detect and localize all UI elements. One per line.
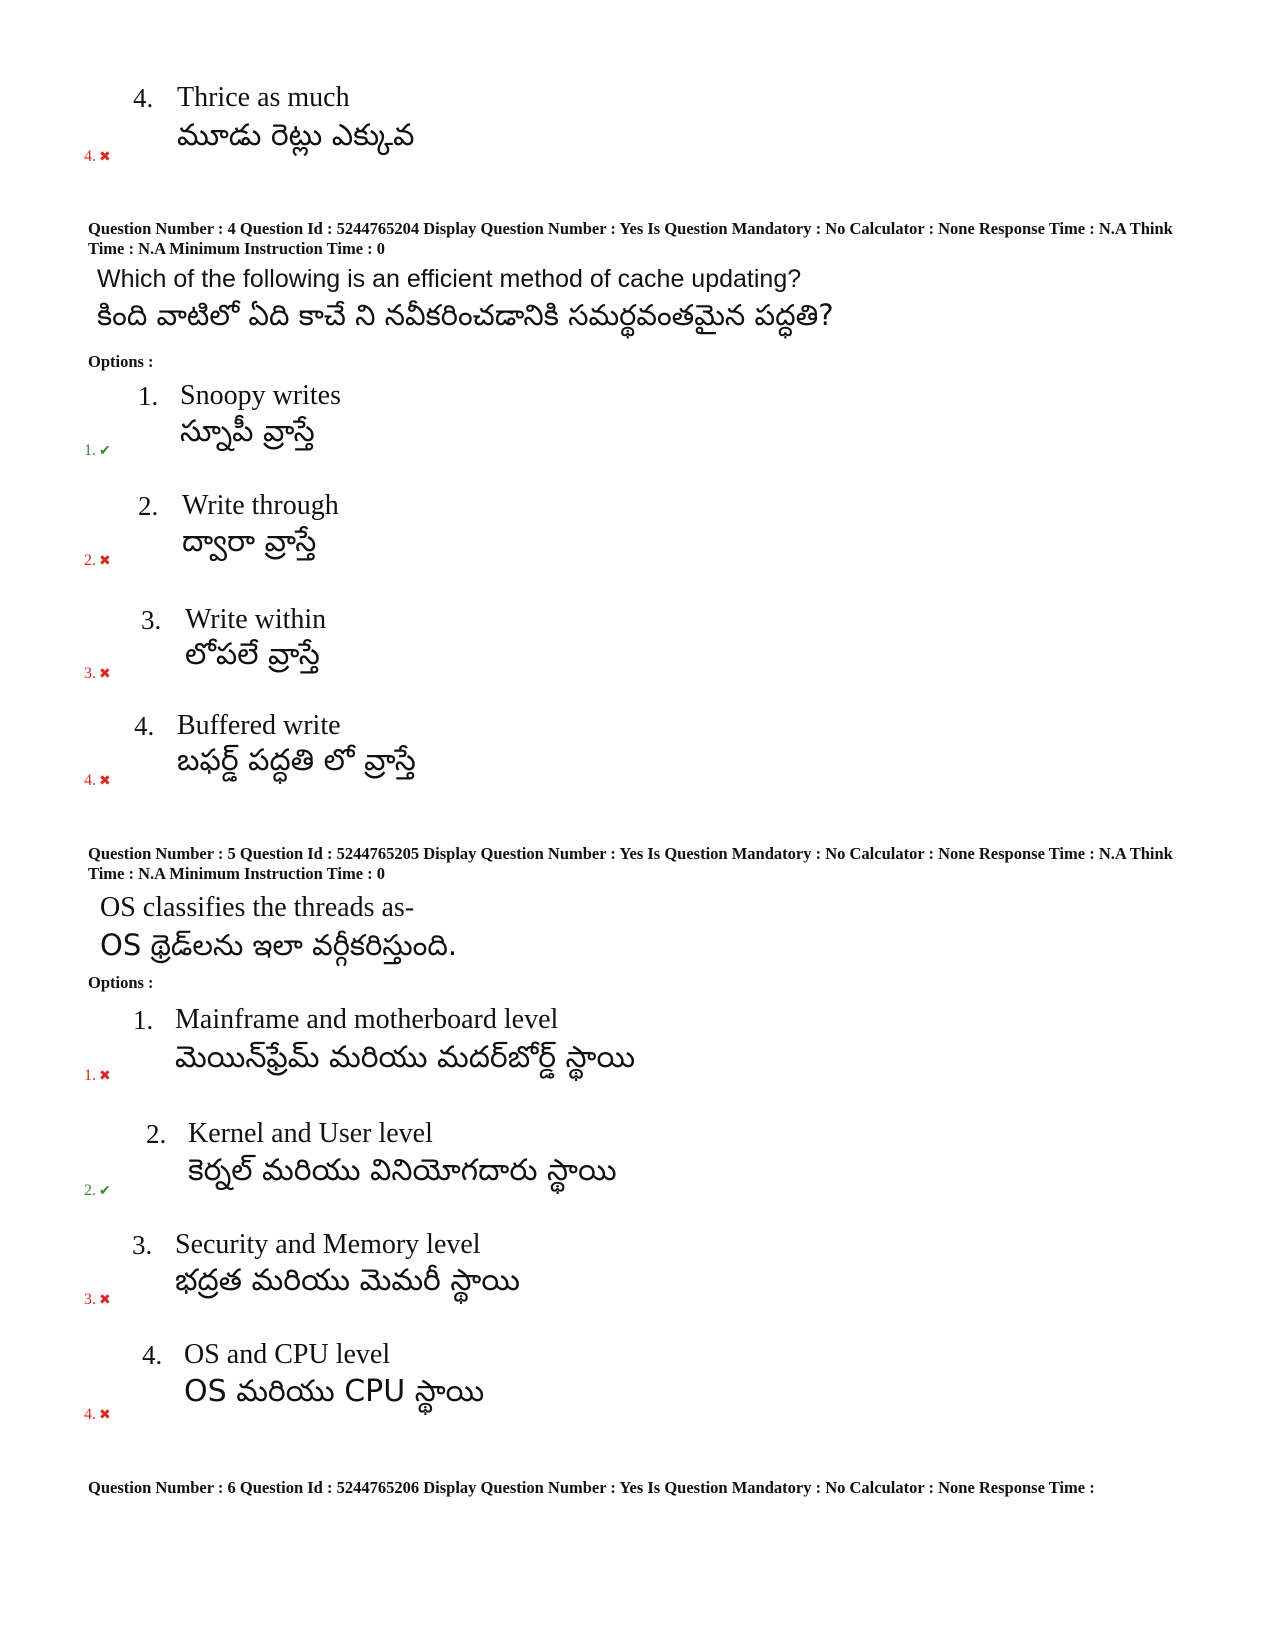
prev-option-4-text: Thrice as much [177, 82, 350, 113]
q4-option-2-number: 2. [138, 491, 159, 521]
q4-option-2-telugu: ద్వారా వ్రాస్తే [182, 524, 317, 559]
q4-option-4-mark [84, 772, 111, 790]
mark-label: 1. [84, 1067, 96, 1084]
q5-option-4-text: OS and CPU level [184, 1339, 391, 1370]
question-5-options-label: Options : [88, 973, 154, 992]
prev-option-4-mark [84, 148, 111, 166]
prev-option-4-telugu: మూడు రెట్లు ఎక్కువ [177, 118, 415, 153]
q5-option-4-telugu: OS మరియు CPU స్థాయి [184, 1374, 485, 1409]
question-4-options-label: Options : [88, 352, 154, 371]
question-5-text-telugu: OS థ్రెడ్‌లను ఇలా వర్గీకరిస్తుంది. [100, 928, 458, 962]
q5-option-1-mark [84, 1067, 111, 1085]
cross-icon: ✖ [99, 554, 111, 569]
q5-option-3-mark [84, 1291, 111, 1309]
q5-option-2-text: Kernel and User level [188, 1118, 433, 1149]
cross-icon: ✖ [99, 1069, 111, 1084]
q4-option-2-mark [84, 552, 111, 570]
mark-label: 4. [84, 148, 96, 165]
mark-label: 3. [84, 1291, 96, 1308]
q4-option-2-text: Write through [182, 490, 339, 521]
cross-icon: ✖ [99, 667, 111, 682]
prev-option-4-number: 4. [133, 83, 154, 113]
question-5-text: OS classifies the threads as- [100, 892, 415, 923]
q5-option-2-mark [84, 1182, 111, 1200]
cross-icon: ✖ [99, 1408, 111, 1423]
cross-icon: ✖ [99, 774, 111, 789]
q5-option-2-telugu: కెర్నల్ మరియు వినియోగదారు స్థాయి [188, 1153, 617, 1188]
q4-option-4-telugu: బఫర్డ్ పద్ధతి లో వ్రాస్తే [177, 743, 416, 778]
question-6-meta: Question Number : 6 Question Id : 5244765206 Display Question Number : Yes Is Question Mandatory : No Calculator : None Response Time : [88, 1478, 1095, 1497]
q5-option-4-mark [84, 1406, 111, 1424]
question-4-text-telugu: కింది వాటిలో ఏది కాచే ని నవీకరించడానికి సమర్థవంతమైన పద్ధతి? [97, 298, 834, 332]
q5-option-3-telugu: భద్రత మరియు మెమరీ స్థాయి [175, 1263, 520, 1298]
q5-option-1-text: Mainframe and motherboard level [175, 1004, 559, 1035]
q4-option-1-telugu: స్నూపీ వ్రాస్తే [180, 414, 315, 449]
q4-option-3-text: Write within [185, 604, 327, 635]
q5-option-4-number: 4. [142, 1340, 163, 1370]
check-icon: ✔ [99, 1184, 111, 1199]
mark-label: 2. [84, 1182, 96, 1199]
q5-option-3-text: Security and Memory level [175, 1229, 481, 1260]
q4-option-1-text: Snoopy writes [180, 380, 341, 411]
mark-label: 3. [84, 665, 96, 682]
cross-icon: ✖ [99, 1293, 111, 1308]
question-4-text: Which of the following is an efficient method of cache updating? [97, 265, 802, 293]
q4-option-3-telugu: లోపలే వ్రాస్తే [185, 637, 320, 672]
q5-option-3-number: 3. [132, 1230, 153, 1260]
q5-option-2-number: 2. [146, 1119, 167, 1149]
q4-option-1-number: 1. [138, 381, 159, 411]
q4-option-3-mark [84, 665, 111, 683]
q5-option-1-telugu: మెయిన్‌ఫ్రేమ్ మరియు మదర్‌బోర్డ్ స్థాయి [175, 1040, 636, 1075]
check-icon: ✔ [99, 444, 111, 459]
q5-option-1-number: 1. [133, 1005, 154, 1035]
q4-option-4-text: Buffered write [177, 710, 341, 741]
q4-option-4-number: 4. [134, 711, 155, 741]
q4-option-1-mark [84, 442, 111, 460]
mark-label: 2. [84, 552, 96, 569]
question-5-meta: Question Number : 5 Question Id : 5244765205 Display Question Number : Yes Is Question Mandatory : No Calculator : None Response Time : N.A Think Time : N.A Minimum Instruction Time : 0 [88, 844, 1173, 883]
mark-label: 4. [84, 1406, 96, 1423]
question-4-meta: Question Number : 4 Question Id : 5244765204 Display Question Number : Yes Is Question Mandatory : No Calculator : None Response Time : N.A Think Time : N.A Minimum Instruction Time : 0 [88, 219, 1173, 258]
mark-label: 1. [84, 442, 96, 459]
mark-label: 4. [84, 772, 96, 789]
q4-option-3-number: 3. [141, 605, 162, 635]
cross-icon: ✖ [99, 150, 111, 165]
